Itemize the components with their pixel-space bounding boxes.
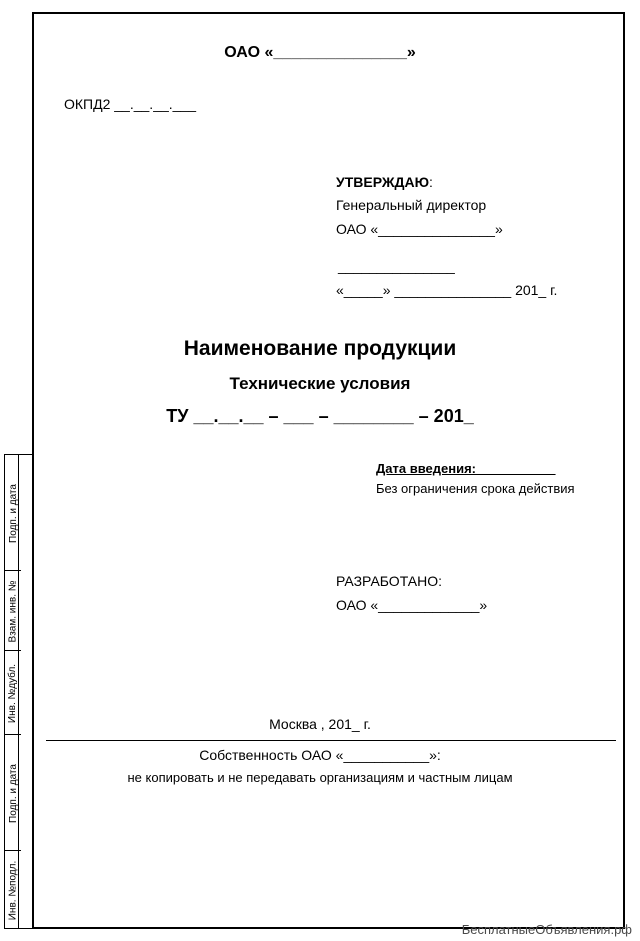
side-stamp-label: Подп. и дата <box>7 483 19 543</box>
approval-heading: УТВЕРЖДАЮ: <box>336 174 433 190</box>
watermark: БесплатныеОбъявления.рф <box>461 922 632 937</box>
copy-restriction: не копировать и не передавать организациям и частным лицам <box>127 770 513 785</box>
tu-code: ТУ __.__.__ – ___ – ________ – 201_ <box>166 406 474 426</box>
intro-date-label: Дата введения:___________ <box>376 461 556 476</box>
side-stamp-label: Подп. и дата <box>7 763 19 823</box>
developed-label: РАЗРАБОТАНО: <box>336 573 443 589</box>
product-title: Наименование продукции <box>183 337 457 360</box>
side-stamp-label: Взам. инв. № <box>7 580 19 642</box>
side-stamp-label: Инв. №дубл. <box>7 663 19 723</box>
side-stamp-cell <box>5 571 21 651</box>
place-year: Москва , 201_ г. <box>269 716 371 732</box>
approval-position: Генеральный директор <box>336 197 487 213</box>
side-stamp-column <box>4 454 34 929</box>
signature-line: _______________ <box>338 258 455 274</box>
side-stamp-cell <box>5 455 21 571</box>
approval-company: ОАО «_______________» <box>336 221 503 237</box>
company-header: ОАО «_______________» <box>224 44 416 61</box>
side-stamp-cell <box>5 851 21 929</box>
approval-date-line: «_____» _______________ 201_ г. <box>336 282 558 298</box>
side-stamp-label: Инв. №подл. <box>7 860 19 920</box>
ownership-note: Собственность ОАО «___________»: <box>199 747 441 763</box>
document-subtitle: Технические условия <box>229 374 411 393</box>
footer-divider <box>46 740 616 741</box>
developed-company: ОАО «_____________» <box>336 597 488 613</box>
intro-date-value: Без ограничения срока действия <box>376 481 575 496</box>
okpd-code: ОКПД2 __.__.__.___ <box>64 96 197 112</box>
